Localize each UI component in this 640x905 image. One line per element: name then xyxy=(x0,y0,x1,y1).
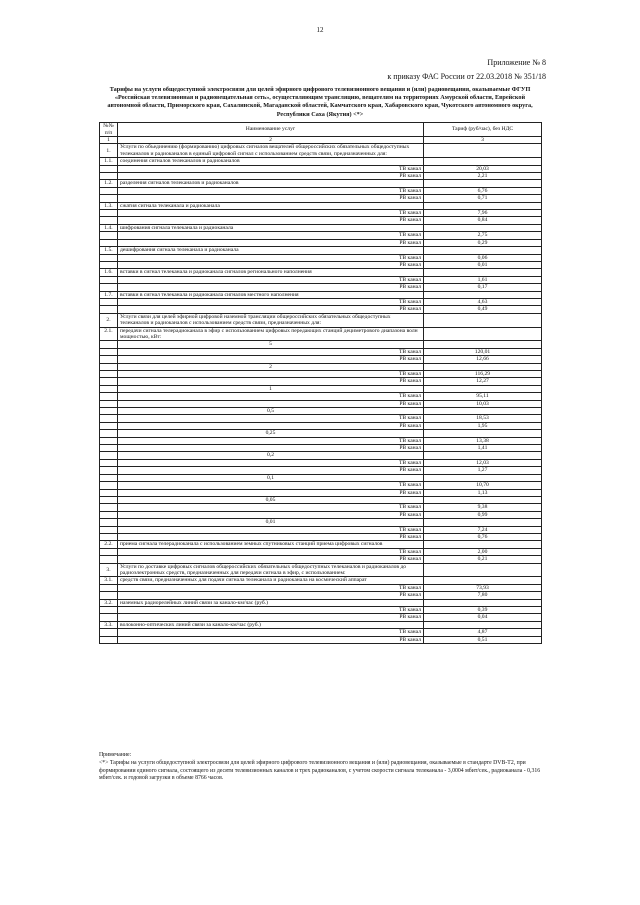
row-number xyxy=(100,430,118,437)
row-number xyxy=(100,548,118,555)
table-row xyxy=(100,511,542,518)
channel-label: РВ канал xyxy=(118,400,424,407)
subsection-title: сжатия сигнала телеканала и радиоканала xyxy=(118,202,424,209)
row-number xyxy=(100,210,118,217)
subsection-title: вставки в сигнал телеканала и радиоканала сигналов регионального наполнения xyxy=(118,269,424,276)
channel-label: РВ канал xyxy=(118,467,424,474)
channel-label: ТВ канал xyxy=(118,276,424,283)
table-row xyxy=(100,533,542,540)
table-row xyxy=(100,254,542,261)
tariff-value: 12,03 xyxy=(424,459,542,466)
tariff-value: 1,27 xyxy=(424,467,542,474)
row-number xyxy=(100,452,118,459)
row-number xyxy=(100,195,118,202)
section-title: Услуги связи для целей эфирной цифровой наземной трансляции общероссийских обязательных общедоступных телеканалов и радиоканалов с использованием средств связи, предназначенных для: xyxy=(118,313,424,327)
subsection-title: вставки в сигнал телеканала и радиоканала сигналов местного наполнения xyxy=(118,291,424,298)
tariff-cell xyxy=(424,341,542,348)
tariff-value: 2,00 xyxy=(424,548,542,555)
power-level: 5 xyxy=(118,341,424,348)
table-row xyxy=(100,261,542,268)
table-row xyxy=(100,607,542,614)
tariff-value: 0,01 xyxy=(424,261,542,268)
column-index: 3 xyxy=(424,137,542,144)
tariff-value: 2,21 xyxy=(424,173,542,180)
row-number xyxy=(100,607,118,614)
table-row xyxy=(100,548,542,555)
table-row xyxy=(100,298,542,305)
tariff-cell xyxy=(424,577,542,584)
subsection-title: наземных радиорелейных линий связи за канало-км/час (руб.) xyxy=(118,599,424,606)
table-row xyxy=(100,445,542,452)
channel-label: ТВ канал xyxy=(118,254,424,261)
table-row xyxy=(100,239,542,246)
channel-label: РВ канал xyxy=(118,306,424,313)
power-level: 0,05 xyxy=(118,496,424,503)
tariff-value: 1,41 xyxy=(424,445,542,452)
tariff-value: 0,29 xyxy=(424,239,542,246)
table-row xyxy=(100,526,542,533)
table-row xyxy=(100,195,542,202)
row-number: 1.6. xyxy=(100,269,118,276)
row-number xyxy=(100,445,118,452)
tariff-table xyxy=(99,122,542,644)
channel-label: РВ канал xyxy=(118,422,424,429)
row-number xyxy=(100,348,118,355)
tariff-cell xyxy=(424,363,542,370)
row-number: 1. xyxy=(100,144,118,158)
tariff-cell xyxy=(424,408,542,415)
row-number xyxy=(100,584,118,591)
tariff-cell xyxy=(424,224,542,231)
row-number xyxy=(100,217,118,224)
table-row xyxy=(100,356,542,363)
channel-label: РВ канал xyxy=(118,356,424,363)
row-number xyxy=(100,496,118,503)
tariff-value: 0,39 xyxy=(424,607,542,614)
tariff-value: 13,38 xyxy=(424,437,542,444)
table-row xyxy=(100,291,542,298)
table-row xyxy=(100,385,542,392)
channel-label: ТВ канал xyxy=(118,298,424,305)
row-number xyxy=(100,306,118,313)
row-number xyxy=(100,393,118,400)
tariff-value: 1,61 xyxy=(424,276,542,283)
subsection-title: приема сигнала телерадиоканала с использованием земных спутниковых станций приема цифровых сигналов xyxy=(118,541,424,548)
tariff-value: 10,03 xyxy=(424,400,542,407)
row-number: 3.3. xyxy=(100,621,118,628)
table-row xyxy=(100,467,542,474)
tariff-cell xyxy=(424,599,542,606)
tariff-value: 1,95 xyxy=(424,422,542,429)
tariff-value: 7,24 xyxy=(424,526,542,533)
tariff-value: 0,84 xyxy=(424,217,542,224)
subsection-title: разделения сигналов телеканалов и радиоканалов xyxy=(118,180,424,187)
subsection-title: дешифрования сигнала телеканала и радиоканала xyxy=(118,247,424,254)
subsection-title: соединения сигналов телеканалов и радиоканалов xyxy=(118,158,424,165)
table-row xyxy=(100,489,542,496)
column-index-row xyxy=(100,137,542,144)
subsection-title: средств связи, предназначенных для подачи сигнала телеканала и радиоканала на космический аппарат xyxy=(118,577,424,584)
table-row xyxy=(100,452,542,459)
table-row xyxy=(100,541,542,548)
row-number xyxy=(100,526,118,533)
channel-label: ТВ канал xyxy=(118,187,424,194)
appendix-number: Приложение № 8 xyxy=(487,58,546,67)
tariff-cell xyxy=(424,144,542,158)
row-number: 1.3. xyxy=(100,202,118,209)
channel-label: РВ канал xyxy=(118,217,424,224)
table-row xyxy=(100,504,542,511)
channel-label: ТВ канал xyxy=(118,629,424,636)
row-number xyxy=(100,363,118,370)
notes-heading: Примечание: xyxy=(99,752,132,758)
header-tariff: Тариф (руб/час), без НДС xyxy=(424,123,542,137)
table-row xyxy=(100,378,542,385)
row-number xyxy=(100,482,118,489)
power-level: 1 xyxy=(118,385,424,392)
row-number xyxy=(100,422,118,429)
table-row xyxy=(100,313,542,327)
tariff-cell xyxy=(424,180,542,187)
tariff-value: 4,63 xyxy=(424,298,542,305)
row-number xyxy=(100,533,118,540)
channel-label: РВ канал xyxy=(118,378,424,385)
table-row xyxy=(100,144,542,158)
row-number xyxy=(100,408,118,415)
channel-label: РВ канал xyxy=(118,284,424,291)
tariff-value: 0,51 xyxy=(424,636,542,643)
tariff-cell xyxy=(424,563,542,577)
table-row xyxy=(100,408,542,415)
channel-label: ТВ канал xyxy=(118,459,424,466)
tariff-cell xyxy=(424,158,542,165)
table-row xyxy=(100,496,542,503)
tariff-cell xyxy=(424,621,542,628)
channel-label: РВ канал xyxy=(118,533,424,540)
table-row xyxy=(100,269,542,276)
row-number xyxy=(100,459,118,466)
tariff-value: 0,06 xyxy=(424,254,542,261)
tariff-value: 95,11 xyxy=(424,393,542,400)
row-number xyxy=(100,504,118,511)
appendix-reference xyxy=(387,56,546,84)
row-number xyxy=(100,187,118,194)
tariff-cell xyxy=(424,202,542,209)
power-level: 2 xyxy=(118,363,424,370)
channel-label: РВ канал xyxy=(118,511,424,518)
channel-label: ТВ канал xyxy=(118,393,424,400)
table-row xyxy=(100,422,542,429)
tariff-value: 4,87 xyxy=(424,629,542,636)
tariff-value: 0,04 xyxy=(424,614,542,621)
tariff-value: 0,17 xyxy=(424,284,542,291)
table-row xyxy=(100,636,542,643)
tariff-value: 0,99 xyxy=(424,511,542,518)
tariff-value: 7,96 xyxy=(424,210,542,217)
table-row xyxy=(100,224,542,231)
header-num: №№ п/п xyxy=(100,123,118,137)
section-title: Услуги по объединению (формированию) цифровых сигналов вещателей общероссийских обязательных общедоступных телеканалов и радиоканалов в единый цифровой сигнал с использованием средств связи, предназначенных для: xyxy=(118,144,424,158)
channel-label: РВ канал xyxy=(118,636,424,643)
page-number: 12 xyxy=(316,26,324,34)
tariff-value: 0,49 xyxy=(424,306,542,313)
tariff-value: 12,66 xyxy=(424,356,542,363)
channel-label: РВ канал xyxy=(118,592,424,599)
row-number xyxy=(100,489,118,496)
column-index: 1 xyxy=(100,137,118,144)
row-number xyxy=(100,371,118,378)
table-row xyxy=(100,482,542,489)
row-number: 1.5. xyxy=(100,247,118,254)
row-number xyxy=(100,356,118,363)
row-number xyxy=(100,636,118,643)
power-level: 0,25 xyxy=(118,430,424,437)
table-row xyxy=(100,519,542,526)
table-row xyxy=(100,614,542,621)
table-row xyxy=(100,158,542,165)
tariff-value: 73,93 xyxy=(424,584,542,591)
row-number xyxy=(100,284,118,291)
channel-label: ТВ канал xyxy=(118,548,424,555)
table-row xyxy=(100,247,542,254)
power-level: 0,5 xyxy=(118,408,424,415)
table-row xyxy=(100,232,542,239)
tariff-value: 20,03 xyxy=(424,165,542,172)
channel-label: ТВ канал xyxy=(118,482,424,489)
tariff-cell xyxy=(424,291,542,298)
row-number: 1.1. xyxy=(100,158,118,165)
tariff-value: 0,76 xyxy=(424,533,542,540)
channel-label: РВ канал xyxy=(118,173,424,180)
row-number xyxy=(100,437,118,444)
row-number: 1.2. xyxy=(100,180,118,187)
notes-text: <*> Тарифы на услуги общедоступной электросвязи для целей эфирного цифрового телевизионного вещания и (или) радиовещания, оказываемые в стандарте DVB-T2, при формировании единого сигнала, состоящего из десяти телевизионных каналов и трех радиоканалов, с учетом скорости сигнала телеканала - 3,0004 мбит/сек., радиоканала - 0,316 мбит/сек. и годовой загрузки в объеме 8766 часов. xyxy=(99,759,541,782)
document-title: Тарифы на услуги общедоступной электросвязи для целей эфирного цифрового телевизионного вещания и (или) радиовещания, оказываемые ФГУП «Российская телевизионная и радиовещательная сеть», осуществляющим трансляцию, вещателям на территориях Амурской области, Еврейской автономной области, Приморского края, Сахалинской, Магаданской областей, Камчатского края, Хабаровского края, Чукотского автономного округа, Республики Саха (Якутия) <*> xyxy=(107,86,533,118)
row-number xyxy=(100,378,118,385)
table-row xyxy=(100,577,542,584)
table-row xyxy=(100,563,542,577)
row-number: 3.1. xyxy=(100,577,118,584)
table-row xyxy=(100,415,542,422)
tariff-cell xyxy=(424,430,542,437)
table-header-row xyxy=(100,123,542,137)
row-number xyxy=(100,474,118,481)
channel-label: РВ канал xyxy=(118,614,424,621)
tariff-value: 116,29 xyxy=(424,371,542,378)
table-row xyxy=(100,621,542,628)
tariff-cell xyxy=(424,385,542,392)
row-number: 1.4. xyxy=(100,224,118,231)
row-number xyxy=(100,341,118,348)
tariff-cell xyxy=(424,519,542,526)
row-number xyxy=(100,400,118,407)
tariff-cell xyxy=(424,313,542,327)
table-row xyxy=(100,348,542,355)
table-row xyxy=(100,173,542,180)
row-number xyxy=(100,592,118,599)
tariff-value: 1,13 xyxy=(424,489,542,496)
table-row xyxy=(100,400,542,407)
tariff-value: 6,76 xyxy=(424,187,542,194)
column-index: 2 xyxy=(118,137,424,144)
table-row xyxy=(100,459,542,466)
tariff-value: 18,53 xyxy=(424,415,542,422)
row-number xyxy=(100,165,118,172)
row-number xyxy=(100,415,118,422)
channel-label: ТВ канал xyxy=(118,232,424,239)
row-number xyxy=(100,511,118,518)
channel-label: ТВ канал xyxy=(118,348,424,355)
channel-label: РВ канал xyxy=(118,556,424,563)
channel-label: РВ канал xyxy=(118,239,424,246)
channel-label: ТВ канал xyxy=(118,584,424,591)
tariff-value: 12,27 xyxy=(424,378,542,385)
tariff-cell xyxy=(424,327,542,341)
table-row xyxy=(100,180,542,187)
row-number: 2. xyxy=(100,313,118,327)
table-row xyxy=(100,584,542,591)
channel-label: ТВ канал xyxy=(118,165,424,172)
power-level: 0,01 xyxy=(118,519,424,526)
channel-label: РВ канал xyxy=(118,489,424,496)
table-row xyxy=(100,599,542,606)
table-row xyxy=(100,327,542,341)
table-row xyxy=(100,437,542,444)
channel-label: ТВ канал xyxy=(118,607,424,614)
table-row xyxy=(100,217,542,224)
tariff-cell xyxy=(424,452,542,459)
row-number: 3. xyxy=(100,563,118,577)
subsection-title: шифрования сигнала телеканала и радиоканала xyxy=(118,224,424,231)
channel-label: РВ канал xyxy=(118,261,424,268)
channel-label: РВ канал xyxy=(118,195,424,202)
row-number: 3.2. xyxy=(100,599,118,606)
channel-label: ТВ канал xyxy=(118,504,424,511)
order-reference: к приказу ФАС России от 22.03.2018 № 351/18 xyxy=(387,72,546,81)
channel-label: ТВ канал xyxy=(118,526,424,533)
header-service-name: Наименование услуг xyxy=(118,123,424,137)
subsection-title: волоконно-оптических линий связи за канало-км/час (руб.) xyxy=(118,621,424,628)
section-title: Услуги по доставке цифровых сигналов общероссийских обязательных общедоступных телеканалов и радиоканалов до радиоэлектронных средств, предназначенных для передачи сигнала в эфир, с использованием: xyxy=(118,563,424,577)
table-row xyxy=(100,474,542,481)
channel-label: ТВ канал xyxy=(118,210,424,217)
power-level: 0,2 xyxy=(118,452,424,459)
row-number: 2.2. xyxy=(100,541,118,548)
table-row xyxy=(100,165,542,172)
table-row xyxy=(100,371,542,378)
channel-label: ТВ канал xyxy=(118,371,424,378)
tariff-value: 120,01 xyxy=(424,348,542,355)
tariff-cell xyxy=(424,496,542,503)
subsection-title: передачи сигнала телерадиоканала в эфир с использованием цифровых передающих станций дециметрового диапазона волн мощностью, кВт: xyxy=(118,327,424,341)
notes xyxy=(99,752,542,783)
tariff-value: 10,70 xyxy=(424,482,542,489)
table-row xyxy=(100,430,542,437)
tariff-cell xyxy=(424,247,542,254)
row-number xyxy=(100,276,118,283)
row-number xyxy=(100,239,118,246)
row-number xyxy=(100,298,118,305)
tariff-value: 0,71 xyxy=(424,195,542,202)
row-number xyxy=(100,467,118,474)
tariff-cell xyxy=(424,474,542,481)
table-row xyxy=(100,393,542,400)
row-number xyxy=(100,519,118,526)
row-number xyxy=(100,614,118,621)
tariff-cell xyxy=(424,541,542,548)
tariff-value: 9,38 xyxy=(424,504,542,511)
tariff-cell xyxy=(424,269,542,276)
row-number xyxy=(100,629,118,636)
table-row xyxy=(100,210,542,217)
row-number: 2.1. xyxy=(100,327,118,341)
row-number: 1.7. xyxy=(100,291,118,298)
table-row xyxy=(100,202,542,209)
table-row xyxy=(100,187,542,194)
tariff-value: 0,21 xyxy=(424,556,542,563)
table-row xyxy=(100,592,542,599)
channel-label: ТВ канал xyxy=(118,437,424,444)
table-row xyxy=(100,284,542,291)
row-number xyxy=(100,261,118,268)
table-row xyxy=(100,556,542,563)
tariff-value: 2,75 xyxy=(424,232,542,239)
power-level: 0,1 xyxy=(118,474,424,481)
table-row xyxy=(100,363,542,370)
tariff-value: 7,80 xyxy=(424,592,542,599)
channel-label: РВ канал xyxy=(118,445,424,452)
row-number xyxy=(100,556,118,563)
row-number xyxy=(100,254,118,261)
channel-label: ТВ канал xyxy=(118,415,424,422)
table-row xyxy=(100,341,542,348)
row-number xyxy=(100,232,118,239)
row-number xyxy=(100,173,118,180)
table-row xyxy=(100,629,542,636)
table-row xyxy=(100,306,542,313)
table-row xyxy=(100,276,542,283)
row-number xyxy=(100,385,118,392)
